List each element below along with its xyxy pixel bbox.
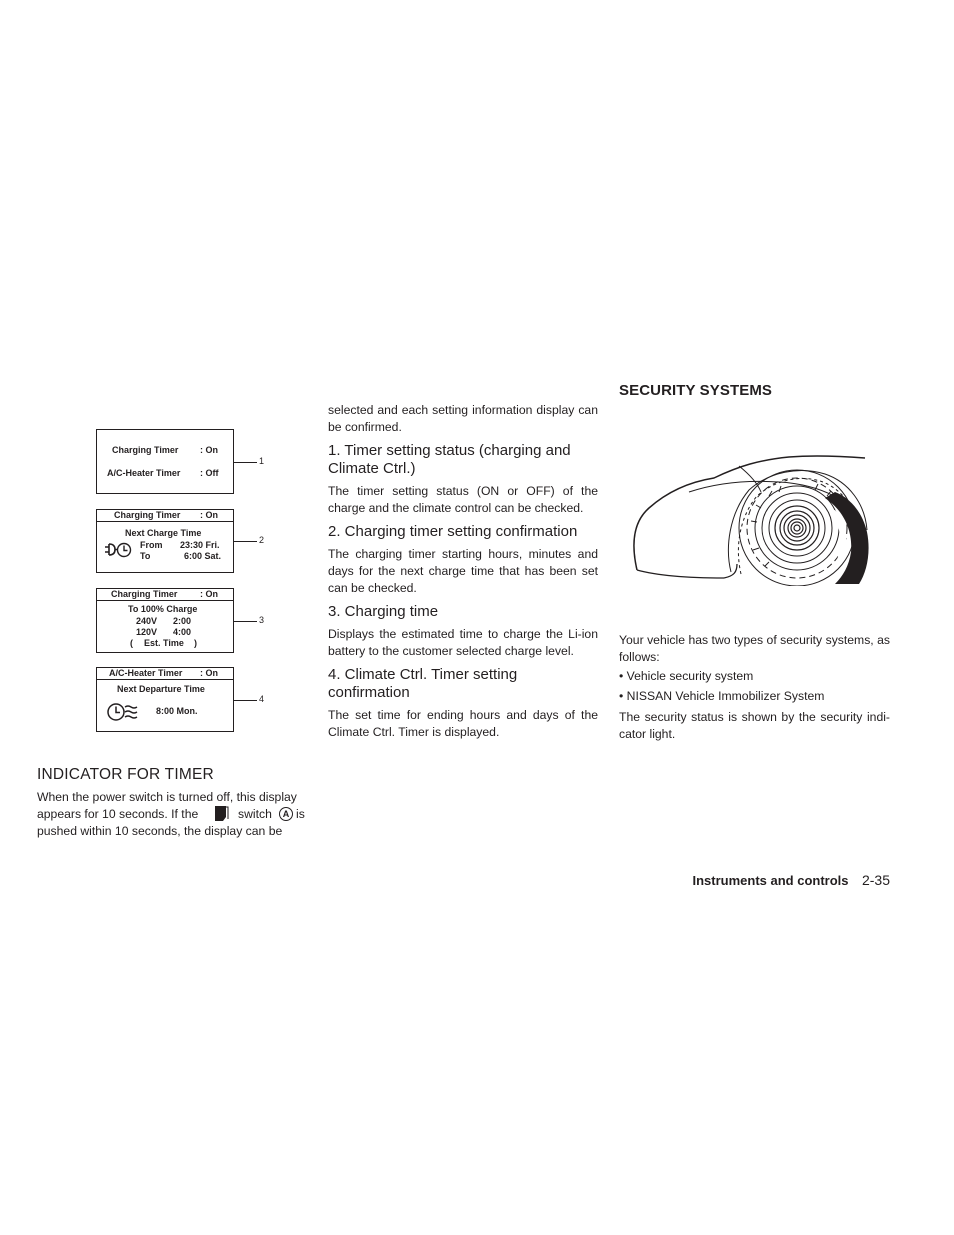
right-column: [619, 632, 890, 743]
item-4-title: 4. Climate Ctrl. Timer setting confirmation: [328, 666, 518, 702]
panel-status: : On: [200, 510, 218, 520]
callout-2: 2: [259, 535, 265, 545]
security-closing: The security status is shown by the security indi-cator light.: [619, 710, 890, 741]
departure-time: 8:00 Mon.: [156, 706, 198, 716]
item-4-text: The set time for ending hours and days of the Climate Ctrl. Timer is displayed.: [328, 708, 598, 739]
panel-title-bar: [97, 589, 233, 601]
paragraph-text: switch: [238, 806, 272, 821]
voltage-120-time: 4:00: [173, 627, 192, 637]
vehicle-security-illustration: [629, 452, 875, 586]
est-open-paren: (: [130, 638, 133, 648]
middle-column: [328, 402, 598, 741]
callout-1: 1: [259, 456, 265, 466]
panel-title-bar: [97, 668, 233, 680]
timer-panel-1: [96, 429, 234, 494]
item-3-text: Displays the estimated time to charge the Li-ion battery to the customer selected charge level.: [328, 627, 598, 658]
charge-plug-clock-icon: [103, 540, 133, 560]
panel-title: A/C-Heater Timer: [109, 668, 183, 678]
paragraph-text: appears for 10 seconds. If the: [37, 806, 199, 821]
voltage-120-label: 120V: [136, 627, 158, 637]
panel-title-bar: [97, 510, 233, 522]
display-switch-icon: [214, 804, 229, 822]
timer-panel-4: [96, 667, 234, 732]
panel-title: Charging Timer: [114, 510, 181, 520]
panel-status: : On: [200, 589, 218, 599]
item-1-text: The timer setting status (ON or OFF) of the charge and the climate control can be checked.: [328, 484, 598, 515]
from-label: From: [140, 540, 163, 550]
indicator-paragraph: [37, 789, 307, 839]
callout-4: 4: [259, 694, 265, 704]
page-footer: [600, 872, 890, 890]
item-3-title: 3. Charging time: [328, 603, 439, 621]
bullet-immobilizer: • NISSAN Vehicle Immobilizer System: [619, 688, 825, 703]
item-2-text: The charging timer starting hours, minutes and days for the next charge time that has been set can be checked.: [328, 547, 598, 595]
charging-timer-status: : On: [200, 445, 218, 455]
item-2-title: 2. Charging timer setting confirmation: [328, 523, 578, 541]
callout-3: 3: [259, 615, 265, 625]
est-time-label: Est. Time: [144, 638, 184, 648]
paragraph-text: is: [296, 806, 305, 821]
next-charge-heading: Next Charge Time: [125, 528, 202, 538]
voltage-240-label: 240V: [136, 616, 158, 626]
voltage-240-time: 2:00: [173, 616, 192, 626]
paragraph-line: [37, 806, 307, 823]
panel-title: Charging Timer: [111, 589, 178, 599]
intro-paragraph: selected and each setting information display can be confirmed.: [328, 403, 598, 434]
from-value: 23:30 Fri.: [180, 540, 220, 550]
charge-heading: To 100% Charge: [128, 604, 198, 614]
callout-a-circle: A: [279, 807, 293, 821]
panel-status: : On: [200, 668, 218, 678]
paragraph-line: pushed within 10 seconds, the display can be: [37, 823, 283, 838]
charging-timer-label: Charging Timer: [112, 445, 179, 455]
bullet-vehicle-security: • Vehicle security system: [619, 669, 754, 684]
ac-heater-timer-label: A/C-Heater Timer: [107, 468, 181, 478]
security-systems-heading: SECURITY SYSTEMS: [619, 382, 773, 399]
timer-panel-2: [96, 509, 234, 573]
ac-heater-timer-status: : Off: [200, 468, 219, 478]
footer-page-number: 2-35: [861, 872, 890, 888]
item-1-title: 1. Timer setting status (charging and Climate Ctrl.): [328, 442, 571, 478]
to-value: 6:00 Sat.: [184, 551, 222, 561]
paragraph-line: When the power switch is turned off, this display: [37, 790, 297, 804]
footer-section: Instruments and controls: [692, 873, 849, 888]
next-departure-heading: Next Departure Time: [117, 684, 205, 694]
est-close-paren: ): [194, 638, 197, 648]
climate-clock-icon: [106, 701, 138, 723]
to-label: To: [140, 551, 151, 561]
timer-panel-3: [96, 588, 234, 653]
indicator-for-timer-heading: INDICATOR FOR TIMER: [37, 766, 214, 783]
security-intro: Your vehicle has two types of security systems, as follows:: [619, 633, 890, 664]
